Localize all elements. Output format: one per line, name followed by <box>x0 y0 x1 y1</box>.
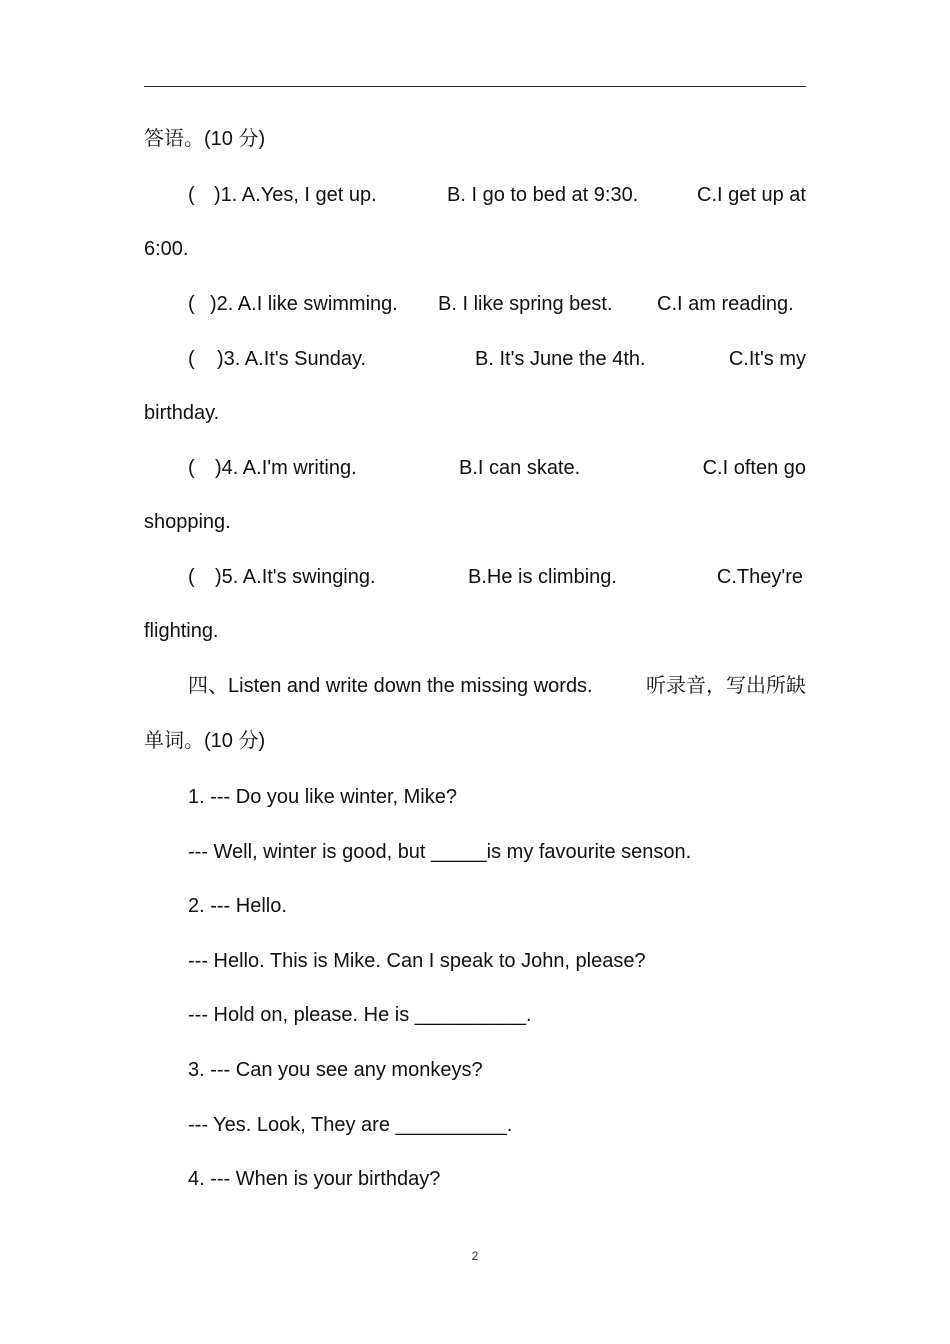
question-3-option-b: B. It's June the 4th. <box>475 348 646 370</box>
dialogue-line: --- Well, winter is good, but _____is my favourite senson. <box>188 841 692 863</box>
section4-heading: 四、Listen and write down the missing words. 听录音，写出所缺 <box>188 675 806 697</box>
question-4-option-c: C.I often go <box>702 457 806 479</box>
dialogue-line: 4. --- When is your birthday? <box>188 1168 441 1190</box>
question-1-option-a: )1. A.Yes, I get up. <box>214 184 377 206</box>
section3-heading-continuation: 答语。(10 分) <box>144 128 266 150</box>
question-4-continuation: shopping. <box>144 511 231 533</box>
dialogue-line: 3. --- Can you see any monkeys? <box>188 1059 483 1081</box>
answer-paren: ( <box>188 184 195 206</box>
answer-paren: ( <box>188 457 195 479</box>
question-1-option-c: C.I get up at <box>697 184 806 206</box>
page-number: 2 <box>471 1249 479 1263</box>
answer-paren: ( <box>188 348 195 370</box>
question-1-continuation: 6:00. <box>144 238 189 260</box>
question-2-option-a: )2. A.I like swimming. <box>210 293 398 315</box>
question-1-option-b: B. I go to bed at 9:30. <box>447 184 639 206</box>
question-5-option-a: )5. A.It's swinging. <box>215 566 376 588</box>
dialogue-line: 2. --- Hello. <box>188 895 287 917</box>
question-2-option-c: C.I am reading. <box>657 293 794 315</box>
question-2-option-b: B. I like spring best. <box>438 293 613 315</box>
question-4 <box>188 453 806 483</box>
question-1 <box>188 180 806 210</box>
question-3-option-c: C.It's my <box>728 348 806 370</box>
question-3-continuation: birthday. <box>144 402 220 424</box>
question-5-option-b: B.He is climbing. <box>468 566 617 588</box>
answer-paren: ( <box>188 566 195 588</box>
dialogue-line: 1. --- Do you like winter, Mike? <box>188 786 457 808</box>
question-3 <box>188 344 806 374</box>
question-5-continuation: flighting. <box>144 620 219 642</box>
question-3-option-a: )3. A.It's Sunday. <box>217 348 367 370</box>
question-2 <box>188 289 806 319</box>
question-5 <box>188 562 806 592</box>
header-rule <box>144 86 806 87</box>
answer-paren: ( <box>188 293 195 315</box>
question-4-option-a: )4. A.I'm writing. <box>215 457 357 479</box>
dialogue-line: --- Hold on, please. He is __________. <box>188 1004 532 1026</box>
question-5-option-c: C.They're <box>716 566 803 588</box>
section4-heading-continuation: 单词。(10 分) <box>144 730 266 752</box>
dialogue-line: --- Hello. This is Mike. Can I speak to John, please? <box>188 950 646 972</box>
dialogue-line: --- Yes. Look, They are __________. <box>188 1114 513 1136</box>
question-4-option-b: B.I can skate. <box>459 457 581 479</box>
